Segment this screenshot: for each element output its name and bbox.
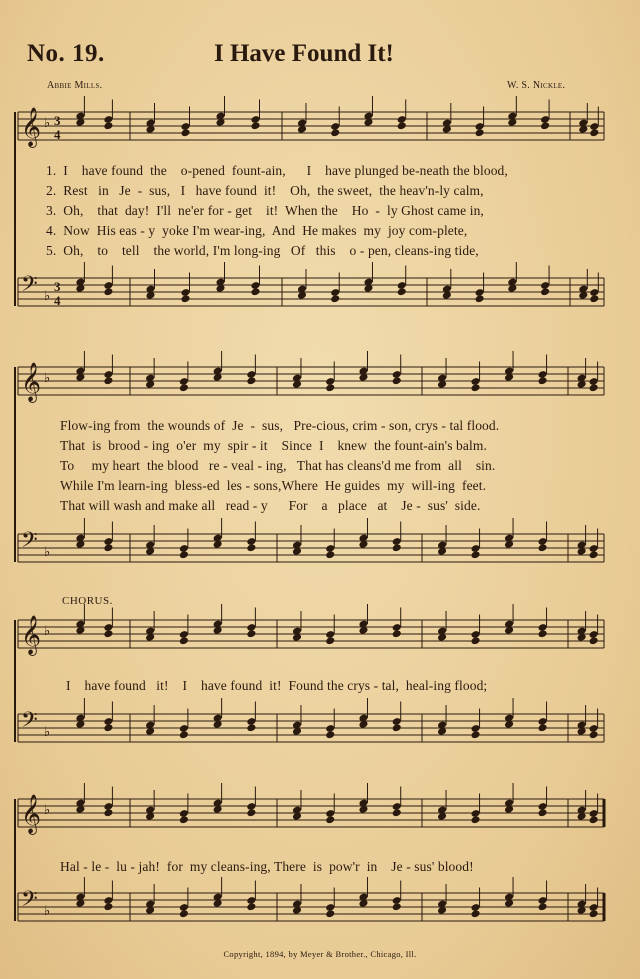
chorus-line-2: Hal - le - lu - jah! for my cleans-ing, There is pow'r in Je - sus' blood! xyxy=(60,859,474,874)
hymn-number: No. 19. xyxy=(27,40,105,67)
note-head xyxy=(250,121,260,130)
note-head xyxy=(330,294,340,303)
note-head xyxy=(325,550,335,559)
note-head xyxy=(397,287,407,296)
note-head xyxy=(475,294,485,303)
copyright-notice: Copyright, 1894, by Meyer & Brother., Chicago, Ill. xyxy=(223,949,417,959)
note-head xyxy=(103,287,113,296)
note-head xyxy=(246,629,256,638)
note-head xyxy=(540,287,550,296)
note-head xyxy=(392,376,402,385)
treble-clef: 𝄞 xyxy=(21,615,42,655)
verse-2-line-2: That is brood - ing o'er my spir - it Since I knew the fount-ain's balm. xyxy=(60,438,487,453)
note-head xyxy=(103,376,113,385)
note-head xyxy=(179,909,189,918)
note-head xyxy=(538,902,548,911)
note-head xyxy=(392,808,402,817)
time-signature: 3 xyxy=(54,279,61,294)
note-head xyxy=(538,543,548,552)
note-head xyxy=(538,808,548,817)
note-head xyxy=(179,550,189,559)
chorus-label: CHORUS. xyxy=(62,595,113,607)
composer-credit: W. S. Nickle. xyxy=(507,80,566,91)
verse-3-line-2: To my heart the blood re - veal - ing, That has cleans'd me from all sin. xyxy=(60,458,496,473)
note-head xyxy=(589,815,599,824)
time-signature: 4 xyxy=(54,127,61,142)
note-head xyxy=(589,128,599,137)
note-head xyxy=(589,294,599,303)
note-head xyxy=(589,909,599,918)
note-head xyxy=(589,636,599,645)
note-head xyxy=(250,287,260,296)
note-head xyxy=(392,902,402,911)
verse-3-line-1: 3. Oh, that day! I'll ne'er for - get it! When the Ho - ly Ghost came in, xyxy=(46,203,484,218)
note-head xyxy=(471,730,481,739)
note-head xyxy=(392,723,402,732)
time-signature: 4 xyxy=(54,293,61,308)
verse-1-line-1: 1. I have found the o-pened fount-ain, I have plunged be-neath the blood, xyxy=(46,163,508,178)
note-head xyxy=(589,550,599,559)
flat-sign: ♭ xyxy=(44,725,51,740)
verse-5-line-1: 5. Oh, to tell the world, I'm long-ing Of this o - pen, cleans-ing tide, xyxy=(46,243,479,258)
note-head xyxy=(179,815,189,824)
flat-sign: ♭ xyxy=(44,624,51,639)
hymn-title: I Have Found It! xyxy=(214,40,394,67)
flat-sign: ♭ xyxy=(44,371,51,386)
note-head xyxy=(325,730,335,739)
flat-sign: ♭ xyxy=(44,803,51,818)
note-head xyxy=(103,808,113,817)
verse-1-line-2: Flow-ing from the wounds of Je - sus, Pre-cious, crim - son, crys - tal flood. xyxy=(60,418,500,433)
note-head xyxy=(538,629,548,638)
note-head xyxy=(538,376,548,385)
chorus-line-1: I have found it! I have found it! Found the crys - tal, heal-ing flood; xyxy=(66,678,488,693)
note-head xyxy=(103,902,113,911)
note-head xyxy=(179,730,189,739)
note-head xyxy=(471,815,481,824)
note-head xyxy=(103,121,113,130)
bass-clef: 𝄢 xyxy=(21,887,38,917)
note-head xyxy=(325,909,335,918)
note-head xyxy=(589,383,599,392)
note-head xyxy=(325,815,335,824)
treble-clef: 𝄞 xyxy=(21,107,42,147)
verse-4-line-2: While I'm learn-ing bless-ed les - sons,Where He guides my will-ing feet. xyxy=(60,478,487,493)
note-head xyxy=(246,376,256,385)
note-head xyxy=(392,543,402,552)
note-head xyxy=(471,383,481,392)
time-signature: 3 xyxy=(54,113,61,128)
note-head xyxy=(103,629,113,638)
flat-sign: ♭ xyxy=(44,545,51,560)
note-head xyxy=(246,902,256,911)
note-head xyxy=(589,730,599,739)
note-head xyxy=(179,636,189,645)
verse-5-line-2: That will wash and make all read - y For a place at Je - sus' side. xyxy=(60,498,481,513)
lyricist-credit: Abbie Mills. xyxy=(47,80,103,91)
note-head xyxy=(325,636,335,645)
flat-sign: ♭ xyxy=(44,904,51,919)
note-head xyxy=(471,550,481,559)
note-head xyxy=(475,128,485,137)
treble-clef: 𝄞 xyxy=(21,794,42,834)
note-head xyxy=(246,543,256,552)
note-head xyxy=(325,383,335,392)
note-head xyxy=(471,636,481,645)
note-head xyxy=(103,723,113,732)
bass-clef: 𝄢 xyxy=(21,708,38,738)
verse-4-line-1: 4. Now His eas - y yoke I'm wear-ing, And He makes my joy com-plete, xyxy=(46,223,468,238)
flat-sign: ♭ xyxy=(44,289,51,304)
note-head xyxy=(392,629,402,638)
flat-sign: ♭ xyxy=(44,116,51,131)
note-head xyxy=(471,909,481,918)
note-head xyxy=(246,808,256,817)
note-head xyxy=(330,128,340,137)
note-head xyxy=(540,121,550,130)
treble-clef: 𝄞 xyxy=(21,362,42,402)
bass-clef: 𝄢 xyxy=(21,528,38,558)
note-head xyxy=(180,128,190,137)
bass-clef: 𝄢 xyxy=(21,272,38,302)
note-head xyxy=(397,121,407,130)
note-head xyxy=(246,723,256,732)
note-head xyxy=(179,383,189,392)
note-head xyxy=(180,294,190,303)
note-head xyxy=(103,543,113,552)
verse-2-line-1: 2. Rest in Je - sus, I have found it! Oh, the sweet, the heav'n-ly calm, xyxy=(46,183,484,198)
note-head xyxy=(538,723,548,732)
